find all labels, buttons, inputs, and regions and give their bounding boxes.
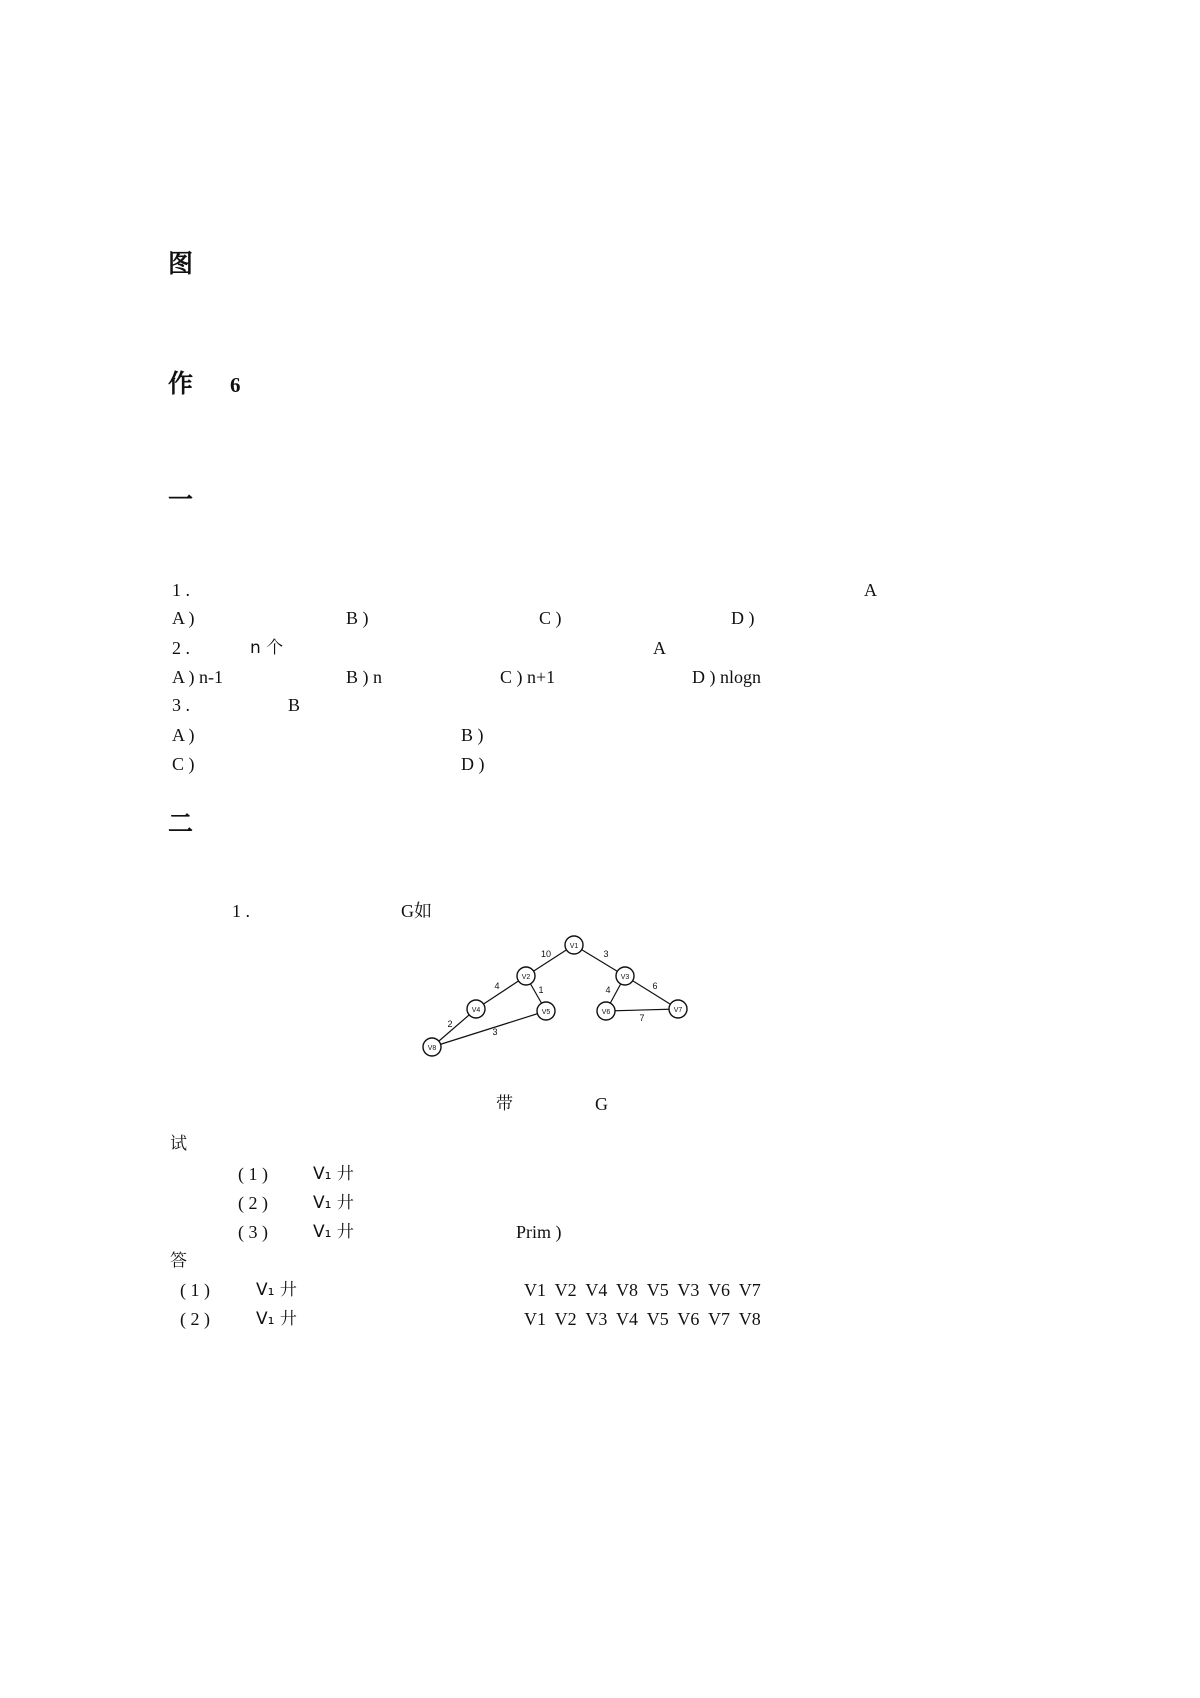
q2-option-b: B ) n [346,667,382,687]
figure-caption-right: G [595,1094,608,1114]
edge-v5-v8 [432,1011,546,1047]
try-label: 试 [170,1134,187,1154]
question-3-answer: B [288,695,301,715]
item-2-vertex: V₁ 廾 [313,1193,354,1213]
answer-1-vertex: V₁ 廾 [256,1280,297,1300]
q2-option-c: C ) n+1 [500,667,556,687]
item-3-prim: Prim ) [516,1222,562,1242]
heading-assignment-number: 6 [230,373,241,397]
answer-1-sequence: V1 V2 V4 V8 V5 V3 V6 V7 [524,1280,761,1300]
q1-option-b: B ) [346,608,369,628]
node-label-v4: V4 [471,1007,481,1014]
weight-v6-v7: 7 [639,1013,645,1023]
problem-1-number: 1 . [232,901,250,921]
q3-option-d: D ) [461,754,485,774]
node-label-v7: V7 [673,1007,683,1014]
answer-2-sequence: V1 V2 V3 V4 V5 V6 V7 V8 [524,1309,761,1329]
question-1-number: 1 . [172,580,190,600]
weight-v3-v6: 4 [605,985,611,995]
weight-v3-v7: 6 [652,981,658,991]
problem-1-stem: G如 [401,901,432,921]
answer-1-number: ( 1 ) [180,1280,210,1300]
question-2-number: 2 . [172,638,190,658]
item-3-vertex: V₁ 廾 [313,1222,354,1242]
item-1-vertex: V₁ 廾 [313,1164,354,1184]
weight-v1-v3: 3 [603,949,609,959]
node-label-v2: V2 [521,974,531,981]
question-1-answer: A [864,580,877,600]
edge-v6-v7 [606,1009,678,1011]
q3-option-b: B ) [461,725,484,745]
question-3-number: 3 . [172,695,190,715]
heading-assignment: 作 [168,369,194,398]
graph-figure [400,925,720,1070]
q1-option-c: C ) [539,608,562,628]
q2-option-a: A ) n-1 [172,667,223,687]
weight-v5-v8: 3 [492,1027,498,1037]
weight-v2-v4: 4 [494,981,500,991]
heading-main: 图 [168,249,194,278]
q1-option-d: D ) [731,608,755,628]
answer-2-number: ( 2 ) [180,1309,210,1329]
weight-v4-v8: 2 [447,1019,453,1029]
figure-caption-left: 带 [496,1094,513,1114]
node-label-v1: V1 [569,943,579,950]
section-one-heading: 一 [168,485,194,514]
item-1-number: ( 1 ) [238,1164,268,1184]
section-two-heading: 二 [168,809,194,838]
q2-option-d: D ) nlogn [692,667,761,687]
node-label-v6: V6 [601,1009,611,1016]
weight-v2-v5: 1 [538,985,544,995]
node-label-v8: V8 [427,1045,437,1052]
q3-option-a: A ) [172,725,195,745]
q1-option-a: A ) [172,608,195,628]
item-3-number: ( 3 ) [238,1222,268,1242]
node-label-v5: V5 [541,1009,551,1016]
question-2-answer: A [653,638,666,658]
weight-v1-v2: 10 [540,949,552,959]
answer-label: 答 [170,1251,187,1271]
node-label-v3: V3 [620,974,630,981]
q3-option-c: C ) [172,754,195,774]
answer-2-vertex: V₁ 廾 [256,1309,297,1329]
question-2-stem: n 个 [250,638,284,658]
item-2-number: ( 2 ) [238,1193,268,1213]
